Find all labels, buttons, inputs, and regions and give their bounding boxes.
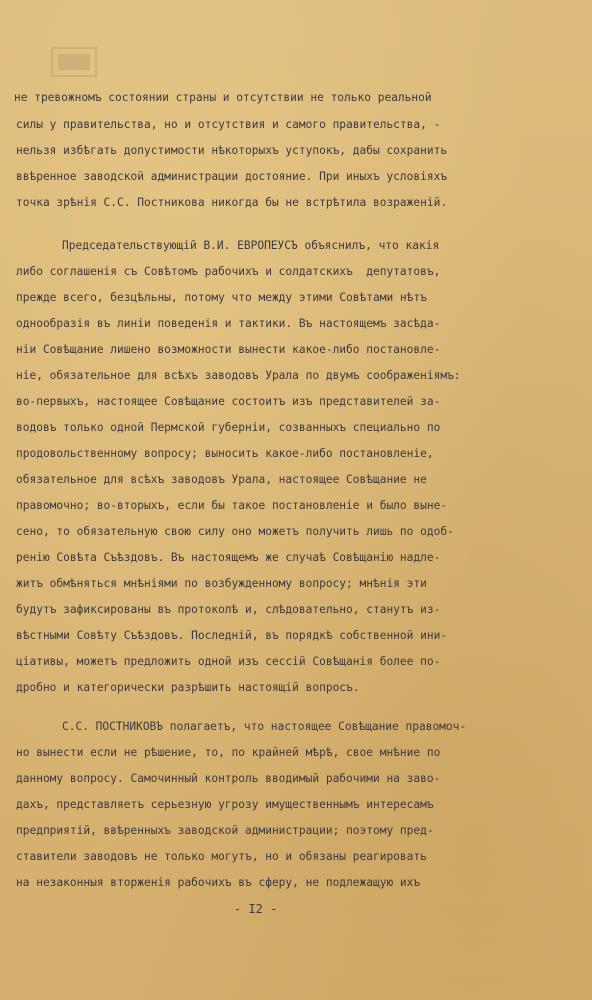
text-line: точка зрѣнiя С.С. Постникова никогда бы не встрѣтила возраженiй. [16,196,448,209]
text-line: либо соглашенiя съ Совѣтомъ рабочихъ и солдатскихъ депутатовъ, [16,265,441,278]
text-line: вѣстными Совѣту Съѣздовъ. Последнiй, въ порядкѣ собственной ини- [16,629,448,642]
text-line: ставители заводовъ не только могутъ, но и обязаны реагировать [16,850,427,863]
text-line: нiи Совѣщание лишено возможности вынести какое-либо постановле- [16,343,441,356]
text-line: правомочно; во-вторыхъ, если бы такое постановленiе и было выне- [16,499,448,512]
text-line: сено, то обязательную свою силу оно можетъ получить лишь по одоб- [16,525,454,538]
text-line: дробно и категорически разрѣшить настоящiй вопросъ. [16,681,360,694]
text-line: но вынести если не рѣшение, то, по крайней мѣрѣ, свое мнѣние по [16,746,441,759]
text-line: обязательное для всѣхъ заводовъ Урала, настоящее Совѣщание не [16,473,427,486]
text-line: продовольственному вопросу; выносить какое-либо постановленiе, [16,447,434,460]
text-line: нельзя избѣгать допустимости нѣкоторыхъ уступокъ, дабы сохранить [16,144,448,157]
page-number: - I2 - [234,902,278,916]
text-line: не тревожномъ состоянии страны и отсутствии не только реальной [14,91,432,104]
text-line: водовъ только одной Пермской губернiи, созванныхъ специально по [16,421,441,434]
faint-stamp-mark [48,44,100,80]
text-line: дахъ, представляетъ серьезную угрозу имущественнымъ интересамъ [16,798,434,811]
text-line: ввѣренное заводской администрации достояние. При иныхъ условiяхъ [16,170,448,183]
text-line: ренiю Совѣта Съѣздовъ. Въ настоящемъ же случаѣ Совѣщанiю надле- [16,551,441,564]
text-line: прежде всего, безцѣльны, потому что между этими Совѣтами нѣтъ [16,291,427,304]
text-line: однообразiя въ линiи поведенiя и тактики. Въ настоящемъ засѣда- [16,317,441,330]
text-line: С.С. ПОСТНИКОВЪ полагаетъ, что настоящее Совѣщание правомоч- [62,720,467,733]
text-line: будутъ зафиксированы въ протоколѣ и, слѣдовательно, станутъ из- [16,603,441,616]
text-line: на незаконныя вторженiя рабочихъ въ сферу, не подлежащую ихъ [16,876,421,889]
text-line: нiе, обязательное для всѣхъ заводовъ Урала по двумъ соображенiямъ: [16,369,461,382]
text-line: данному вопросу. Самочинный контроль вводимый рабочими на заво- [16,772,441,785]
text-line: цiативы, можетъ предложить одной изъ сессiй Совѣщанiя более по- [16,655,441,668]
text-line: силы у правительства, но и отсутствия и самого правительства, - [16,118,441,131]
text-line: во-первыхъ, настоящее Совѣщание состоитъ изъ представителей за- [16,395,441,408]
text-line: предприятiй, ввѣренныхъ заводской администрации; поэтому пред- [16,824,434,837]
text-line: Председательствующiй В.И. ЕВРОПЕУСЪ объяснилъ, что какiя [62,239,440,252]
text-line: житъ обмѣняться мнѣнiями по возбужденному вопросу; мнѣнiя эти [16,577,427,590]
